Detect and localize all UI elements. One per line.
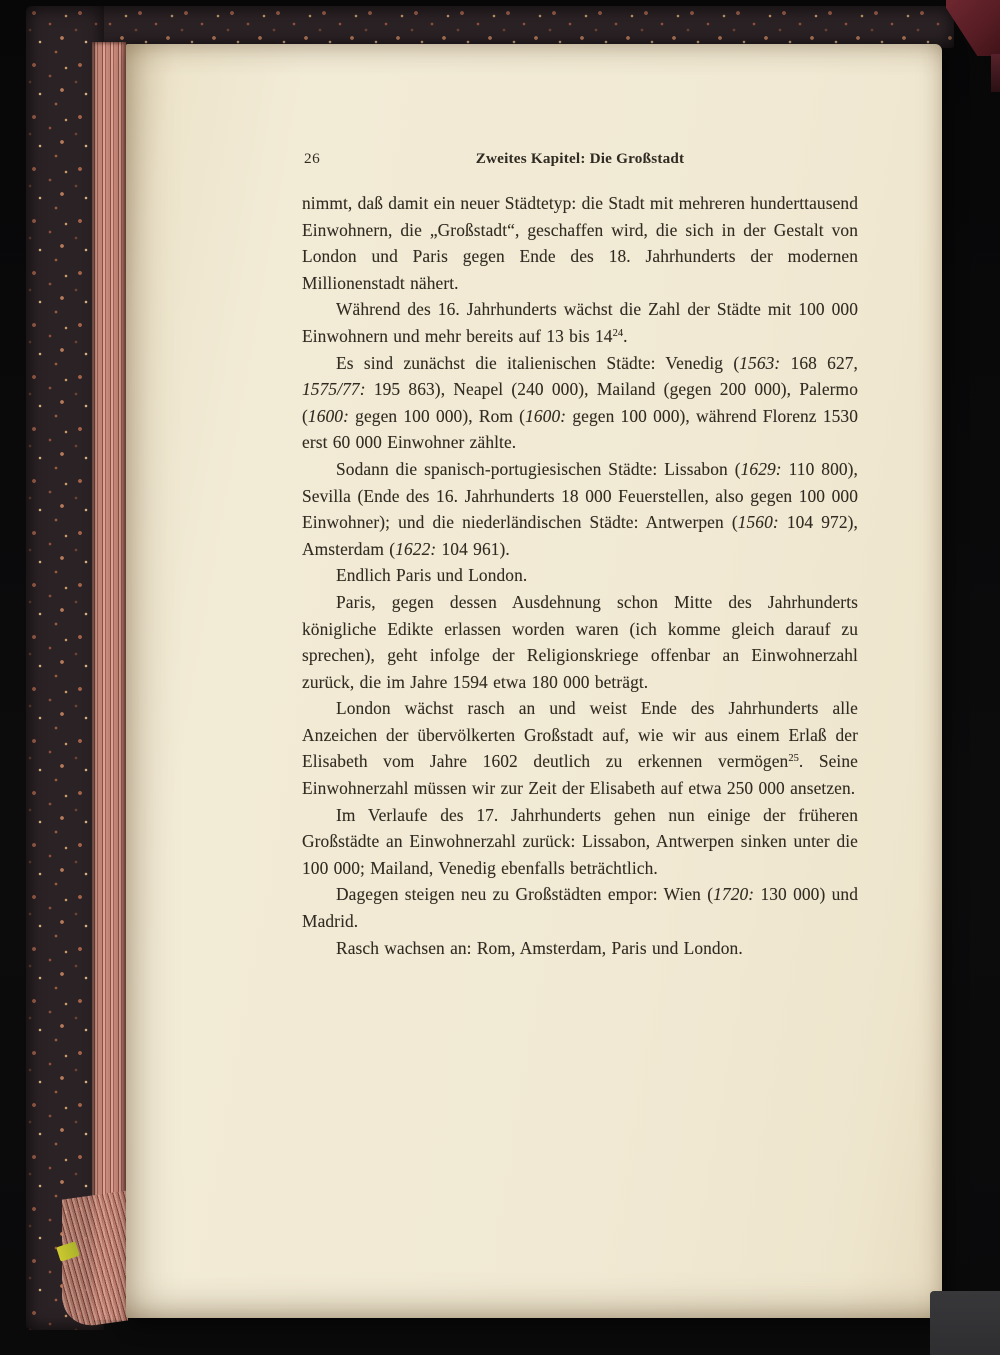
paragraph <box>302 296 858 349</box>
paragraph <box>302 190 858 296</box>
paragraph <box>302 802 858 882</box>
text-segment: 110 800), Sevilla (Ende des 16. Jahrhunderts 18 000 Feuerstellen, also gegen 100 000 Einwohner); und die niederländischen Städte: Antwerpen ( <box>302 458 858 533</box>
text-segment: Während des 16. Jahrhunderts wächst die Zahl der Städte mit 100 000 Einwohnern und mehr bereits auf 13 bis 14 <box>302 299 858 346</box>
paragraph <box>302 881 858 934</box>
text-segment: 195 863), Neapel (240 000), Mailand (gegen 200 000), Palermo ( <box>302 379 858 426</box>
text-segment: Sodann die spanisch-portugiesischen Städte: Lissabon ( <box>336 458 741 479</box>
text-segment: London wächst rasch an und weist Ende des Jahrhunderts alle Anzeichen der übervölkerten Großstadt auf, wie wir aus einem Erlaß der Elisabeth vom Jahre 1602 deutlich zu erkennen vermögen <box>302 698 858 772</box>
page-header <box>302 150 858 170</box>
text-segment: 104 961). <box>436 538 510 559</box>
text-segment: Endlich Paris und London. <box>336 565 528 586</box>
book-page <box>126 44 942 1318</box>
text-segment: Rasch wachsen an: Rom, Amsterdam, Paris und London. <box>336 937 743 958</box>
paragraph <box>302 935 858 962</box>
paragraph <box>302 456 858 562</box>
text-segment: . Seine Einwohnerzahl müssen wir zur Zeit der Elisabeth auf etwa 250 000 ansetzen. <box>302 751 858 799</box>
italic-segment: 1563: <box>739 352 781 373</box>
text-segment: nimmt, daß damit ein neuer Städtetyp: die Stadt mit mehreren hunderttausend Einwohnern, die „Großstadt“, geschaffen wird, die sich in der Gestalt von London und Paris gegen Ende des 18. Jahrhunderts der modernen Millionenstadt nähert. <box>302 193 858 293</box>
paragraph <box>302 562 858 589</box>
paragraph <box>302 695 858 801</box>
text-segment: . <box>623 325 628 346</box>
text-segment: gegen 100 000), während Florenz 1530 erst 60 000 Einwohner zählte. <box>302 405 858 453</box>
text-segment: Es sind zunächst die italienischen Städte: Venedig ( <box>336 352 740 373</box>
text-segment: 104 972), Amsterdam ( <box>302 512 858 559</box>
footnote-reference: 25 <box>788 753 799 765</box>
italic-segment: 1600: <box>525 405 567 426</box>
page-edge-stack <box>92 42 126 1320</box>
book-cover-top-edge <box>40 6 954 48</box>
italic-segment: 1629: <box>740 458 782 479</box>
body-text <box>302 190 858 961</box>
background-corner-gray <box>930 1291 1000 1355</box>
italic-segment: 1560: <box>737 512 779 533</box>
text-segment: gegen 100 000), Rom ( <box>348 405 526 426</box>
page-edge-stack-bottom <box>62 1190 128 1329</box>
italic-segment: 1575/77: <box>302 379 366 400</box>
text-segment: 130 000) und Madrid. <box>302 884 858 932</box>
cover-corner-maroon <box>946 0 1000 56</box>
italic-segment: 1600: <box>307 405 349 426</box>
text-segment: 168 627, <box>780 352 858 373</box>
paragraph <box>302 589 858 695</box>
text-segment: Im Verlaufe des 17. Jahrhunderts gehen nun einige der früheren Großstädte an Einwohnerzahl zurück: Lissabon, Antwerpen sinken unter die 100 000; Mailand, Venedig ebenfalls beträchtlich. <box>302 804 858 878</box>
cover-right-sliver <box>991 54 1000 92</box>
italic-segment: 1720: <box>713 884 755 905</box>
text-segment: Paris, gegen dessen Ausdehnung schon Mitte des Jahrhunderts königliche Edikte erlassen worden waren (ich komme gleich darauf zu sprechen), geht infolge der Religionskriege offenbar an Einwohnerzahl zurück, die im Jahre 1594 etwa 180 000 beträgt. <box>302 591 858 692</box>
italic-segment: 1622: <box>395 538 437 559</box>
running-header: Zweites Kapitel: Die Großstadt <box>475 150 685 167</box>
text-segment: Dagegen steigen neu zu Großstädten empor: Wien ( <box>336 884 714 905</box>
page-number: 26 <box>304 150 321 167</box>
paragraph <box>302 350 858 456</box>
footnote-reference: 24 <box>612 327 624 339</box>
